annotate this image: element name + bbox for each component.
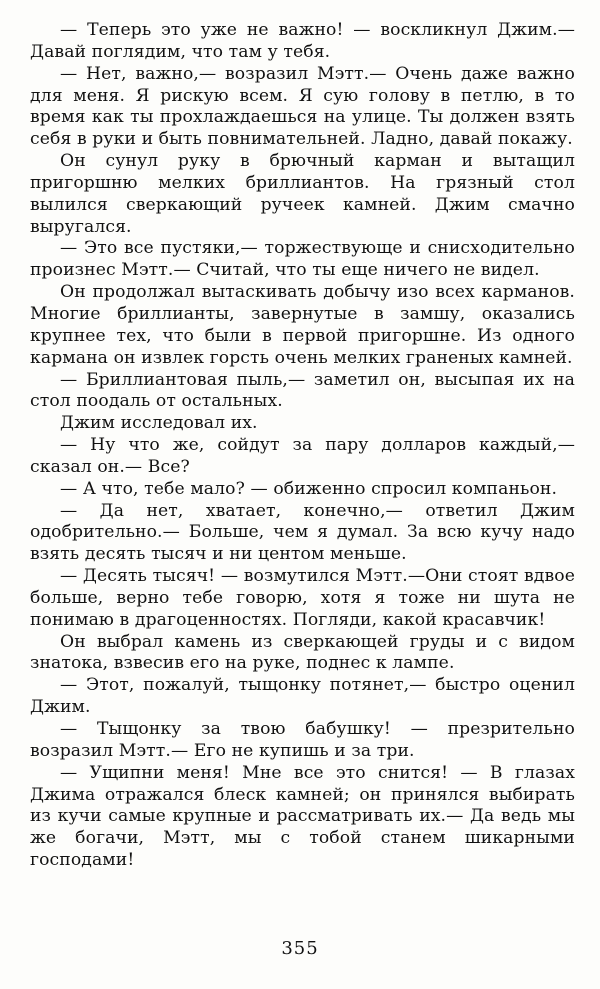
paragraph: — Десять тысяч! — возмутился Мэтт.—Они стоят вдвое больше, верно тебе говорю, хотя я тоже ни шута не понимаю в драгоценностях. Погляди, какой красавчик!	[30, 566, 575, 630]
paragraph: — Это все пустяки,— торжествующе и снисходительно произнес Мэтт.— Считай, что ты еще ничего не видел.	[30, 238, 575, 281]
paragraph: — Да нет, хватает, конечно,— ответил Джим одобрительно.— Больше, чем я думал. За всю кучу надо взять десять тысяч и ни центом меньше.	[30, 500, 575, 565]
paragraph: Он сунул руку в брючный карман и вытащил пригоршню мелких бриллиантов. На грязный стол вылился сверкающий ручеек камней. Джим смачно выругался.	[30, 151, 575, 237]
paragraph: — Теперь это уже не важно! — воскликнул Джим.— Давай поглядим, что там у тебя.	[30, 20, 575, 62]
page-number: 355	[281, 938, 319, 959]
paragraph: — Бриллиантовая пыль,— заметил он, высыпая их на стол поодаль от остальных.	[30, 369, 575, 412]
paragraph: — Тыщонку за твою бабушку! — презрительно возразил Мэтт.— Его не купишь и за три.	[30, 719, 575, 761]
paragraph: Он выбрал камень из сверкающей груды и с видом знатока, взвесив его на руке, поднес к лампе.	[30, 631, 575, 674]
paragraph: — Нет, важно,— возразил Мэтт.— Очень даже важно для меня. Я рискую всем. Я сую голову в петлю, в то время как ты прохлаждаешься на улице. Ты должен взять себя в руки и быть повнимательней. Ладно, давай покажу.	[30, 63, 575, 150]
body-text	[30, 20, 575, 872]
paragraph: — Этот, пожалуй, тыщонку потянет,— быстро оценил Джим.	[30, 675, 575, 718]
paragraph: — А что, тебе мало? — обиженно спросил компаньон.	[60, 478, 558, 499]
paragraph: — Ущипни меня! Мне все это снится! — В глазах Джима отражался блеск камней; он принялся выбирать из кучи самые крупные и рассматривать их.— Да ведь мы же богачи, Мэтт, мы с тобой станем шикарными господами!	[30, 762, 575, 871]
paragraph: Джим исследовал их.	[60, 413, 258, 434]
paragraph: Он продолжал вытаскивать добычу изо всех карманов. Многие бриллианты, завернутые в замшу, оказались крупнее тех, что были в первой пригоршне. Из одного кармана он извлек горсть очень мелких граненых камней.	[30, 282, 575, 368]
paragraph: — Ну что же, сойдут за пару долларов каждый,— сказал он.— Все?	[30, 435, 575, 477]
